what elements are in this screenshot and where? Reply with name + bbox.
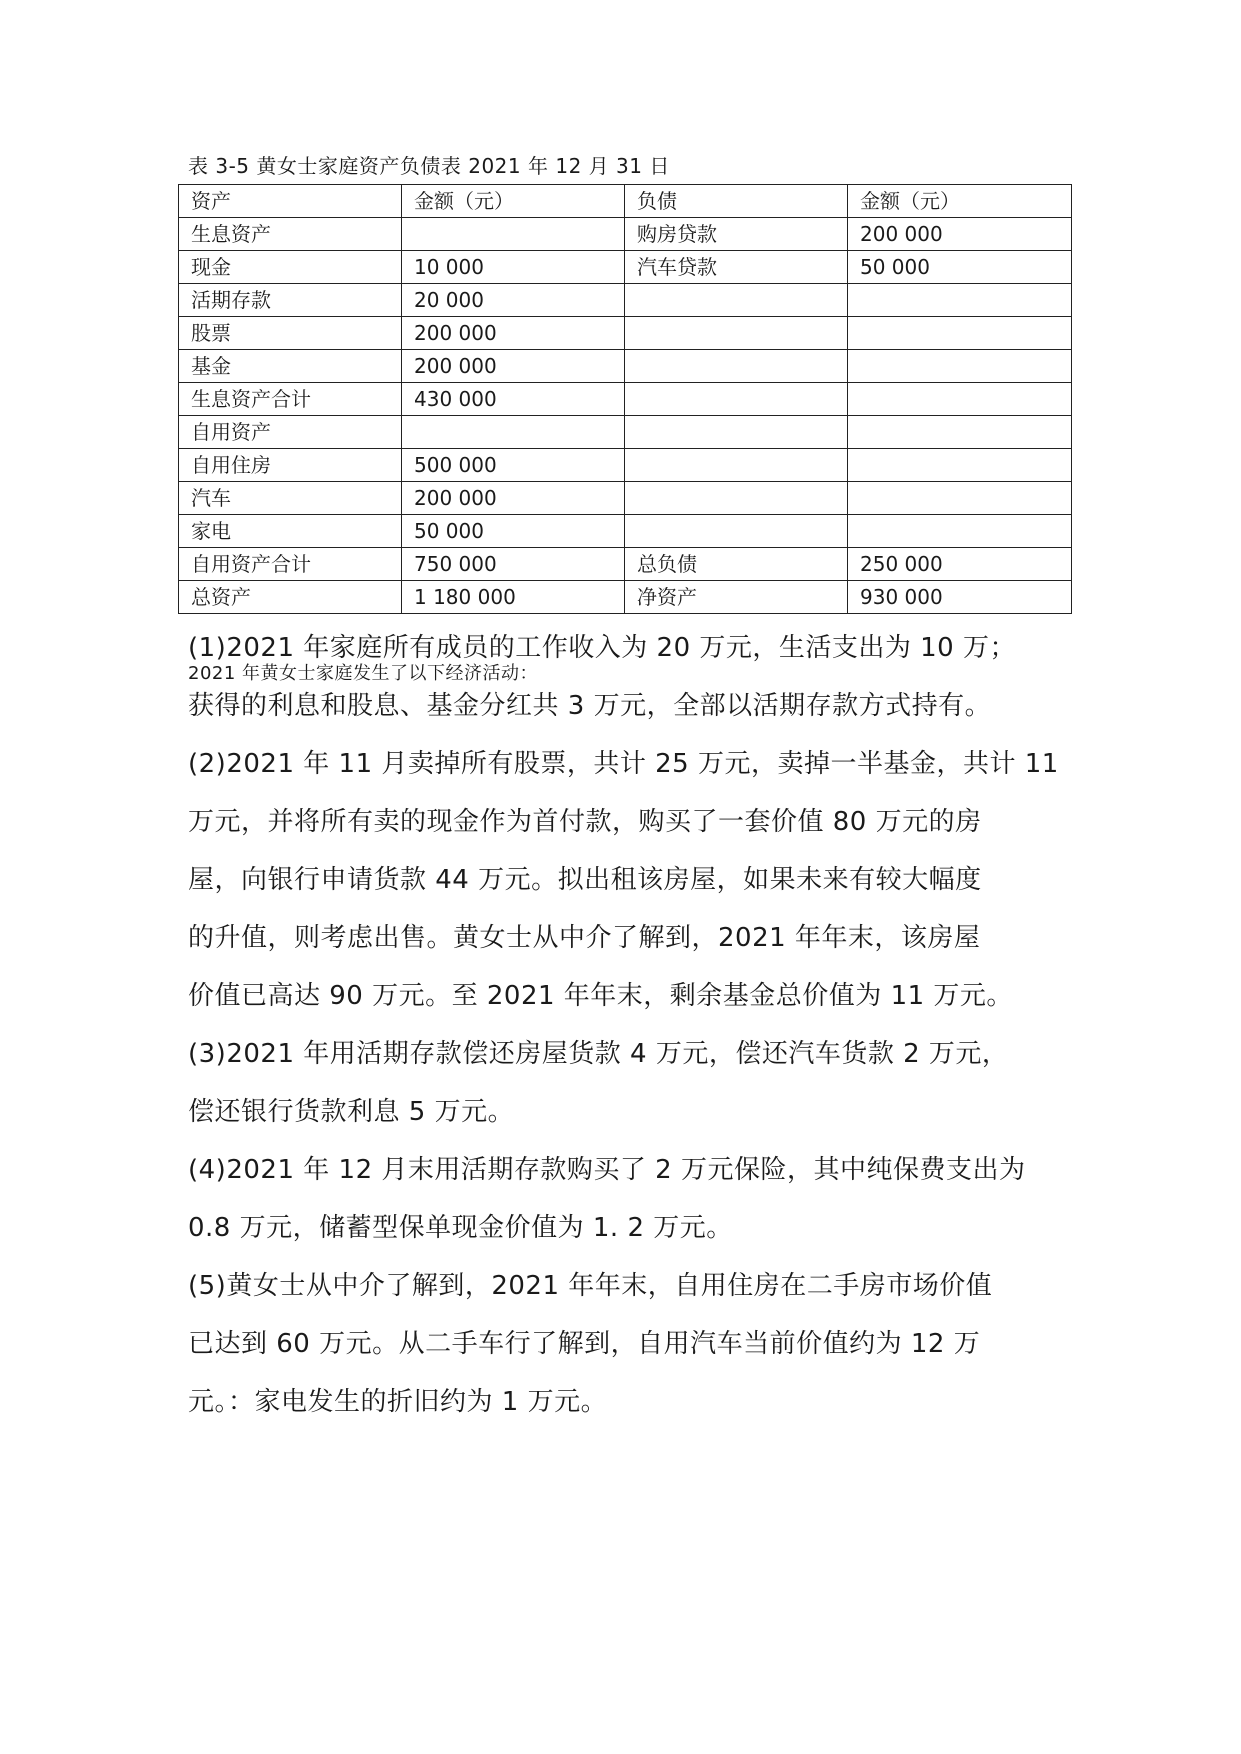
liability-name-cell xyxy=(625,284,848,317)
table-caption: 表 3-5 黄女士家庭资产负债表 2021 年 12 月 31 日 xyxy=(188,154,670,178)
table-row xyxy=(179,284,1072,317)
liability-name-cell xyxy=(625,383,848,416)
table-row xyxy=(179,383,1072,416)
table-row xyxy=(179,218,1072,251)
activity-line: (1)2021 年家庭所有成员的工作收入为 20 万元，生活支出为 10 万； xyxy=(188,633,1016,663)
activity-line: 元。：家电发生的折旧约为 1 万元。 xyxy=(188,1387,608,1417)
table-row xyxy=(179,548,1072,581)
asset-name-cell: 活期存款 xyxy=(179,284,402,317)
asset-amount-cell xyxy=(402,416,625,449)
asset-name-cell: 家电 xyxy=(179,515,402,548)
liability-amount-cell xyxy=(848,317,1072,350)
table-row xyxy=(179,515,1072,548)
asset-name-cell: 基金 xyxy=(179,350,402,383)
activity-line: 价值已高达 90 万元。至 2021 年年末，剩余基金总价值为 11 万元。 xyxy=(188,981,1013,1011)
liability-name-cell xyxy=(625,449,848,482)
liability-amount-cell xyxy=(848,482,1072,515)
liability-amount-cell xyxy=(848,449,1072,482)
liability-amount-cell xyxy=(848,515,1072,548)
liability-name-cell xyxy=(625,515,848,548)
activities-intro: 2021 年黄女士家庭发生了以下经济活动： xyxy=(188,663,539,684)
liability-amount-cell: 50 000 xyxy=(848,251,1072,284)
liability-amount-cell xyxy=(848,416,1072,449)
table-row xyxy=(179,482,1072,515)
liability-name-cell xyxy=(625,482,848,515)
header-liabilities: 负债 xyxy=(625,185,848,218)
asset-amount-cell: 50 000 xyxy=(402,515,625,548)
liability-name-cell xyxy=(625,350,848,383)
liability-name-cell: 汽车贷款 xyxy=(625,251,848,284)
liability-amount-cell: 250 000 xyxy=(848,548,1072,581)
asset-name-cell: 汽车 xyxy=(179,482,402,515)
asset-amount-cell: 20 000 xyxy=(402,284,625,317)
asset-name-cell: 自用住房 xyxy=(179,449,402,482)
liability-name-cell xyxy=(625,416,848,449)
asset-name-cell: 股票 xyxy=(179,317,402,350)
activity-line: (3)2021 年用活期存款偿还房屋货款 4 万元，偿还汽车货款 2 万元， xyxy=(188,1039,1009,1069)
activity-line: 万元，并将所有卖的现金作为首付款，购买了一套价值 80 万元的房 xyxy=(188,807,982,837)
header-liability-amount: 金额（元） xyxy=(848,185,1072,218)
liability-amount-cell: 930 000 xyxy=(848,581,1072,614)
header-asset-amount: 金额（元） xyxy=(402,185,625,218)
asset-amount-cell: 500 000 xyxy=(402,449,625,482)
asset-name-cell: 自用资产 xyxy=(179,416,402,449)
asset-name-cell: 总资产 xyxy=(179,581,402,614)
table-row xyxy=(179,350,1072,383)
activity-line: 获得的利息和股息、基金分红共 3 万元，全部以活期存款方式持有。 xyxy=(188,691,992,721)
liability-name-cell: 购房贷款 xyxy=(625,218,848,251)
asset-amount-cell: 10 000 xyxy=(402,251,625,284)
table-header-row xyxy=(179,185,1072,218)
asset-amount-cell: 200 000 xyxy=(402,482,625,515)
activity-line: 屋，向银行申请货款 44 万元。拟出租该房屋，如果未来有较大幅度 xyxy=(188,865,982,895)
liability-amount-cell xyxy=(848,350,1072,383)
asset-name-cell: 现金 xyxy=(179,251,402,284)
activity-line: (5)黄女士从中介了解到，2021 年年末，自用住房在二手房市场价值 xyxy=(188,1271,993,1301)
table-row xyxy=(179,317,1072,350)
asset-amount-cell: 200 000 xyxy=(402,317,625,350)
asset-name-cell: 生息资产合计 xyxy=(179,383,402,416)
table-row xyxy=(179,449,1072,482)
asset-amount-cell: 430 000 xyxy=(402,383,625,416)
table-row xyxy=(179,251,1072,284)
liability-amount-cell: 200 000 xyxy=(848,218,1072,251)
asset-amount-cell: 200 000 xyxy=(402,350,625,383)
asset-amount-cell xyxy=(402,218,625,251)
liability-name-cell: 总负债 xyxy=(625,548,848,581)
liability-name-cell: 净资产 xyxy=(625,581,848,614)
table-row xyxy=(179,581,1072,614)
activity-line: (2)2021 年 11 月卖掉所有股票，共计 25 万元，卖掉一半基金，共计 11 xyxy=(188,749,1059,779)
balance-sheet-table xyxy=(178,184,1072,614)
liability-amount-cell xyxy=(848,383,1072,416)
liability-name-cell xyxy=(625,317,848,350)
activity-line: 偿还银行货款利息 5 万元。 xyxy=(188,1097,515,1127)
activity-line: 0.8 万元，储蓄型保单现金价值为 1. 2 万元。 xyxy=(188,1213,733,1243)
header-assets: 资产 xyxy=(179,185,402,218)
activity-line: 已达到 60 万元。从二手车行了解到，自用汽车当前价值约为 12 万 xyxy=(188,1329,981,1359)
activity-line: 的升值，则考虑出售。黄女士从中介了解到，2021 年年末，该房屋 xyxy=(188,923,981,953)
table-row xyxy=(179,416,1072,449)
activity-line: (4)2021 年 12 月末用活期存款购买了 2 万元保险，其中纯保费支出为 xyxy=(188,1155,1026,1185)
asset-name-cell: 自用资产合计 xyxy=(179,548,402,581)
asset-name-cell: 生息资产 xyxy=(179,218,402,251)
asset-amount-cell: 750 000 xyxy=(402,548,625,581)
asset-amount-cell: 1 180 000 xyxy=(402,581,625,614)
liability-amount-cell xyxy=(848,284,1072,317)
